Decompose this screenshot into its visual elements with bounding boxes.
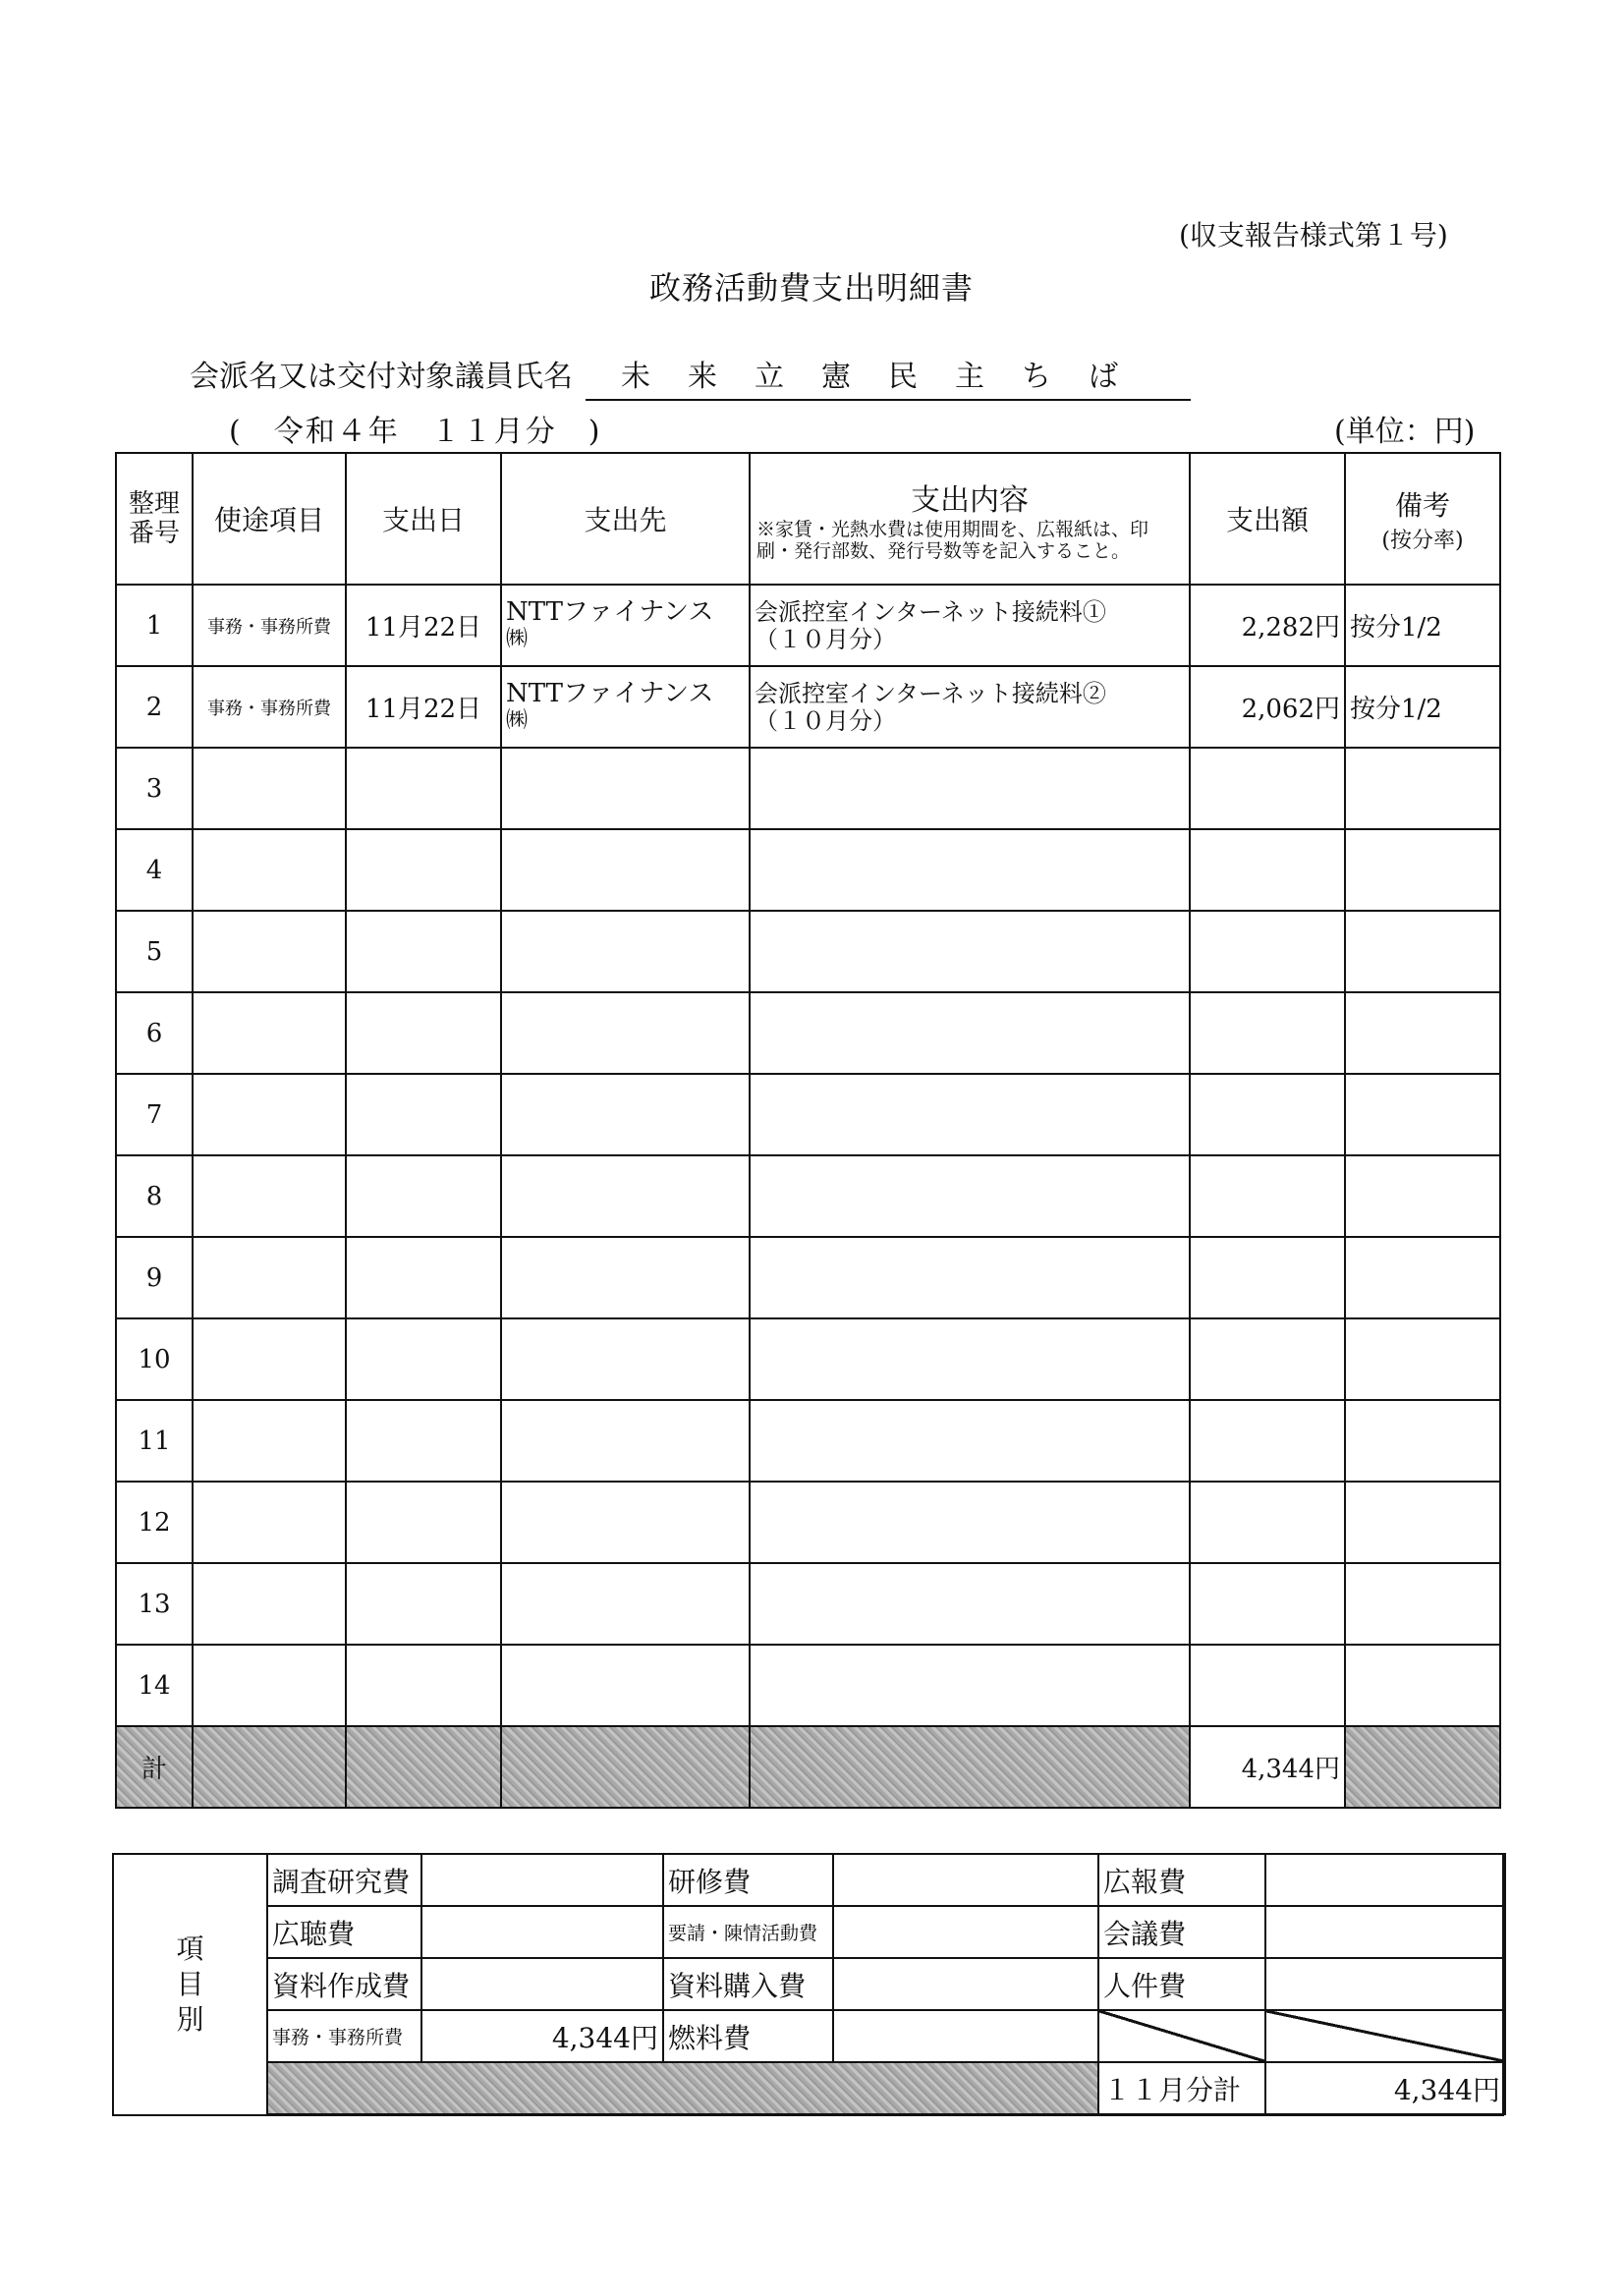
form-number: (収支報告様式第１号): [1179, 219, 1448, 252]
row-payee: [501, 1074, 750, 1155]
row-remarks: [1345, 1482, 1500, 1563]
summary-row: [267, 1854, 1505, 1906]
row-number-text: 13: [138, 1589, 171, 1619]
month-total-value: 4,344円: [1265, 2062, 1505, 2114]
row-number: [116, 1318, 193, 1400]
total-label: 計: [116, 1726, 193, 1808]
row-date: [346, 585, 501, 666]
row-amount: [1190, 1645, 1345, 1726]
row-number-text: 8: [145, 1181, 163, 1211]
summary-category-value: [1265, 1854, 1505, 1906]
table-row: [116, 911, 1500, 992]
row-payee: [501, 1645, 750, 1726]
row-remarks: [1345, 1645, 1500, 1726]
summary-category-label: 広聴費: [267, 1906, 421, 1958]
row-category: [193, 911, 346, 992]
row-date: [346, 1155, 501, 1237]
summary-category-label: 資料購入費: [663, 1958, 833, 2010]
month-total-label: １１月分計: [1098, 2062, 1265, 2114]
row-number: [116, 1237, 193, 1318]
row-payee-text: ㈱: [506, 707, 529, 733]
row-description: [750, 1400, 1190, 1482]
row-remarks: [1345, 1563, 1500, 1645]
row-remarks: [1345, 748, 1500, 829]
row-date: [346, 1645, 501, 1726]
row-remarks: [1345, 1074, 1500, 1155]
row-category-text: 事務・事務所費: [207, 616, 331, 638]
row-remarks-text: 按分1/2: [1350, 613, 1442, 643]
header-amount: 支出額: [1190, 453, 1345, 585]
row-description: [750, 666, 1190, 748]
row-payee: [501, 1400, 750, 1482]
row-number: [116, 1482, 193, 1563]
row-category: [193, 585, 346, 666]
row-amount: [1190, 1400, 1345, 1482]
row-remarks: [1345, 911, 1500, 992]
row-number-text: 7: [145, 1099, 163, 1130]
summary-total-row: [267, 2062, 1505, 2114]
row-number: [116, 1645, 193, 1726]
row-amount: [1190, 1482, 1345, 1563]
row-amount: [1190, 1155, 1345, 1237]
header-desc-note: ※家賃・光熱水費は使用期間を、広報紙は、印刷・発行部数、発行号数等を記入すること。: [756, 519, 1149, 562]
row-date: [346, 1563, 501, 1645]
row-amount: [1190, 1563, 1345, 1645]
row-description-text: 会派控室インターネット接続料①: [755, 597, 1106, 626]
row-amount: [1190, 1237, 1345, 1318]
row-payee: [501, 829, 750, 911]
row-category: [193, 1074, 346, 1155]
summary-category-value: 4,344円: [421, 2010, 663, 2062]
row-date: [346, 748, 501, 829]
row-amount: [1190, 992, 1345, 1074]
row-number-text: 4: [145, 855, 163, 885]
row-remarks: [1345, 1237, 1500, 1318]
row-amount-text: 2,282円: [1241, 613, 1340, 643]
crossed-out-cell: [1098, 2010, 1265, 2062]
row-number: [116, 1155, 193, 1237]
row-payee: [501, 1155, 750, 1237]
row-payee: [501, 1563, 750, 1645]
row-payee-text: NTTファイナンス: [506, 678, 714, 708]
row-date: [346, 1074, 501, 1155]
row-number-text: 2: [145, 692, 163, 722]
row-date: [346, 992, 501, 1074]
row-description: [750, 748, 1190, 829]
shaded-cell: [501, 1726, 750, 1808]
row-payee-text: ㈱: [506, 626, 529, 651]
summary-category-value: [1265, 1906, 1505, 1958]
table-header-row: [116, 453, 1500, 585]
header-remarks-title: 備考: [1394, 488, 1450, 522]
row-date: [346, 666, 501, 748]
summary-row: [267, 2010, 1505, 2062]
row-date: [346, 911, 501, 992]
row-number-text: 12: [138, 1507, 171, 1538]
row-description-text: （１０月分）: [755, 706, 896, 735]
table-row: [116, 1563, 1500, 1645]
row-remarks: [1345, 1155, 1500, 1237]
row-description: [750, 1482, 1190, 1563]
row-amount: [1190, 748, 1345, 829]
header-remarks: [1345, 453, 1500, 585]
table-row: [116, 1482, 1500, 1563]
table-row: [116, 585, 1500, 666]
header-date: 支出日: [346, 453, 501, 585]
shaded-cell: [267, 2062, 1098, 2114]
summary-category-label: 資料作成費: [267, 1958, 421, 2010]
group-name: 未来立憲民主ちば: [586, 352, 1191, 401]
summary-category-label: 調査研究費: [267, 1854, 421, 1906]
row-remarks: [1345, 1400, 1500, 1482]
row-payee-text: NTTファイナンス: [506, 596, 714, 627]
row-category: [193, 666, 346, 748]
row-number-text: 1: [145, 610, 163, 641]
row-number: [116, 1563, 193, 1645]
row-amount: [1190, 585, 1345, 666]
row-amount: [1190, 1318, 1345, 1400]
row-description: [750, 1563, 1190, 1645]
row-number-text: 11: [138, 1426, 171, 1456]
page-title: 政務活動費支出明細書: [648, 269, 974, 307]
row-number-text: 9: [145, 1262, 163, 1293]
summary-category-value: [421, 1958, 663, 2010]
row-date-text: 11月22日: [364, 695, 482, 724]
table-row: [116, 1074, 1500, 1155]
row-payee: [501, 585, 750, 666]
row-payee: [501, 911, 750, 992]
row-number: [116, 1400, 193, 1482]
row-number: [116, 585, 193, 666]
total-amount: 4,344円: [1190, 1726, 1345, 1808]
summary-category-value: [833, 1906, 1098, 1958]
row-category: [193, 1155, 346, 1237]
summary-label-char: 項: [176, 1932, 204, 1965]
crossed-out-cell: [1265, 2010, 1505, 2062]
row-remarks-text: 按分1/2: [1350, 695, 1442, 724]
summary-category-label: 事務・事務所費: [267, 2010, 421, 2062]
table-row: [116, 666, 1500, 748]
summary-category-label: 会議費: [1098, 1906, 1265, 1958]
row-number-text: 5: [145, 936, 163, 967]
row-remarks: [1345, 1318, 1500, 1400]
table-row: [116, 1400, 1500, 1482]
row-number: [116, 992, 193, 1074]
table-row: [116, 748, 1500, 829]
unit-label: (単位：円): [1334, 415, 1476, 449]
row-description-text: 会派控室インターネット接続料②: [755, 679, 1106, 707]
expense-table: [115, 452, 1501, 1809]
row-number: [116, 911, 193, 992]
row-number: [116, 829, 193, 911]
table-row: [116, 829, 1500, 911]
row-category-text: 事務・事務所費: [207, 698, 331, 719]
shaded-cell: [1345, 1726, 1500, 1808]
row-category: [193, 1482, 346, 1563]
shaded-cell: [193, 1726, 346, 1808]
row-description-text: （１０月分）: [755, 625, 896, 653]
row-category: [193, 1318, 346, 1400]
row-payee: [501, 1318, 750, 1400]
header-desc: [750, 453, 1190, 585]
row-amount-text: 2,062円: [1241, 695, 1340, 724]
row-remarks: [1345, 666, 1500, 748]
row-description: [750, 1155, 1190, 1237]
header-no: 整理番号: [116, 453, 193, 585]
shaded-cell: [346, 1726, 501, 1808]
row-description: [750, 1645, 1190, 1726]
row-payee: [501, 666, 750, 748]
header-remarks-sub: (按分率): [1381, 528, 1464, 553]
category-summary: [112, 1853, 1504, 2116]
summary-category-label: 研修費: [663, 1854, 833, 1906]
row-category: [193, 1237, 346, 1318]
header-desc-title: 支出内容: [911, 483, 1029, 518]
group-label: 会派名又は交付対象議員氏名: [190, 360, 573, 394]
row-amount: [1190, 1074, 1345, 1155]
row-number-text: 14: [138, 1670, 171, 1701]
row-remarks: [1345, 829, 1500, 911]
row-description: [750, 585, 1190, 666]
summary-category-value: [833, 1854, 1098, 1906]
row-date: [346, 1318, 501, 1400]
table-row: [116, 1155, 1500, 1237]
row-number: [116, 666, 193, 748]
row-number-text: 3: [145, 773, 163, 804]
summary-category-value: [1265, 1958, 1505, 2010]
summary-label: [114, 1855, 266, 2114]
row-category: [193, 992, 346, 1074]
summary-category-label: 広報費: [1098, 1854, 1265, 1906]
row-payee: [501, 992, 750, 1074]
row-category: [193, 1563, 346, 1645]
table-row: [116, 1318, 1500, 1400]
row-date: [346, 1400, 501, 1482]
row-date: [346, 1482, 501, 1563]
row-payee: [501, 1237, 750, 1318]
header-category: 使途項目: [193, 453, 346, 585]
row-date: [346, 1237, 501, 1318]
summary-category-value: [833, 2010, 1098, 2062]
row-number: [116, 1074, 193, 1155]
row-description: [750, 1318, 1190, 1400]
summary-row: [267, 1906, 1505, 1958]
row-date-text: 11月22日: [364, 613, 482, 643]
row-number: [116, 748, 193, 829]
row-amount: [1190, 911, 1345, 992]
summary-category-value: [833, 1958, 1098, 2010]
summary-label-char: 別: [176, 2003, 204, 2036]
summary-category-label: 燃料費: [663, 2010, 833, 2062]
summary-row: [267, 1958, 1505, 2010]
table-row: [116, 992, 1500, 1074]
row-amount: [1190, 829, 1345, 911]
table-row: [116, 1645, 1500, 1726]
row-number-text: 6: [145, 1018, 163, 1048]
row-description: [750, 1237, 1190, 1318]
row-remarks: [1345, 992, 1500, 1074]
summary-category-value: [421, 1854, 663, 1906]
period: ( 令和４年 １１月分 ): [229, 415, 602, 449]
summary-label-char: 目: [176, 1968, 204, 2000]
row-payee: [501, 748, 750, 829]
table-row: [116, 1237, 1500, 1318]
row-payee: [501, 1482, 750, 1563]
row-category: [193, 1645, 346, 1726]
row-description: [750, 1074, 1190, 1155]
row-description: [750, 829, 1190, 911]
header-payee: 支出先: [501, 453, 750, 585]
row-description: [750, 992, 1190, 1074]
row-description: [750, 911, 1190, 992]
total-row: [116, 1726, 1500, 1808]
row-number-text: 10: [138, 1344, 171, 1374]
row-amount: [1190, 666, 1345, 748]
row-remarks: [1345, 585, 1500, 666]
row-category: [193, 748, 346, 829]
row-date: [346, 829, 501, 911]
summary-category-label: 人件費: [1098, 1958, 1265, 2010]
summary-category-label: 要請・陳情活動費: [663, 1906, 833, 1958]
shaded-cell: [750, 1726, 1190, 1808]
row-category: [193, 829, 346, 911]
summary-category-value: [421, 1906, 663, 1958]
row-category: [193, 1400, 346, 1482]
summary-table: [266, 1853, 1506, 2115]
